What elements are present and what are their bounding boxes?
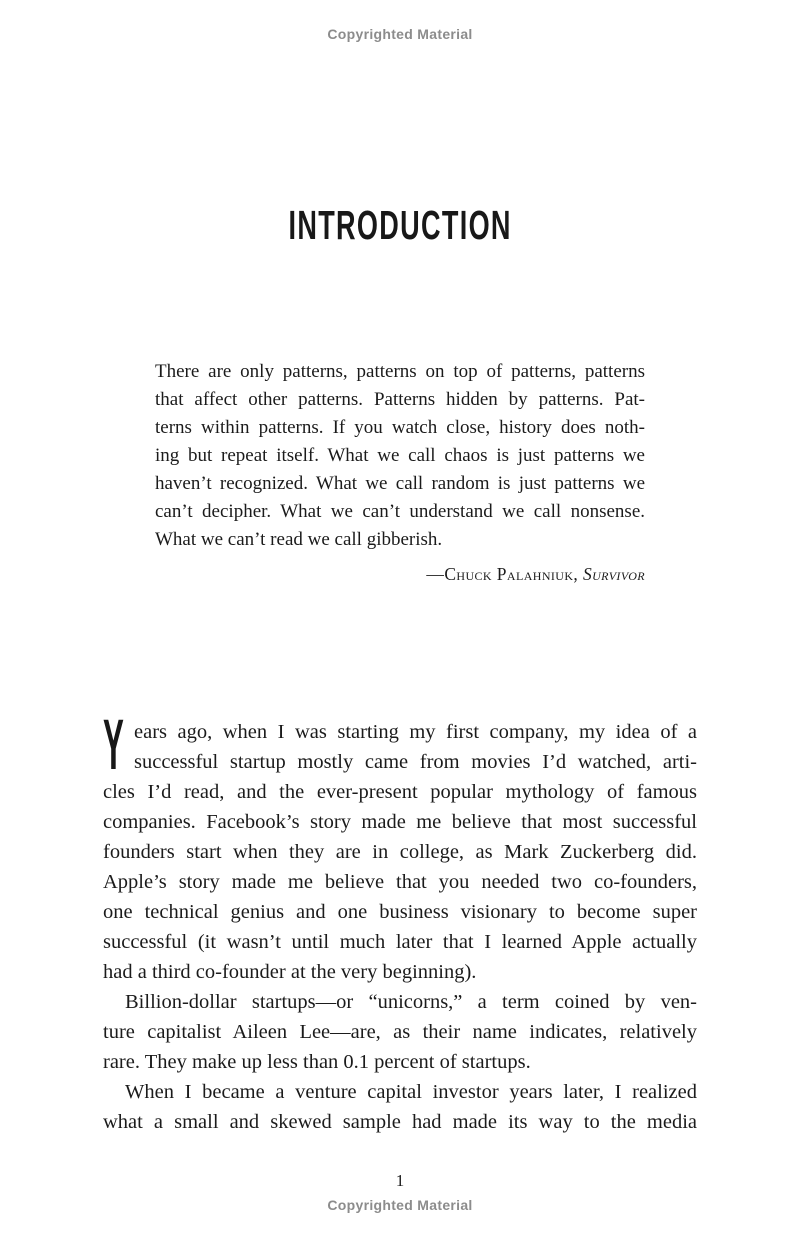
paragraph bbox=[103, 987, 697, 1077]
text-line: Billion-dollar startups—or “unicorns,” a term coined by ven- bbox=[125, 991, 697, 1013]
drop-cap: Y bbox=[103, 706, 124, 785]
epigraph bbox=[155, 358, 645, 588]
text-line: ears ago, when I was starting my first company, my idea of a bbox=[134, 721, 697, 743]
body-text bbox=[103, 706, 697, 1137]
epigraph-line: can’t decipher. What we can’t understand we call nonsense. bbox=[155, 501, 645, 522]
text-line: rare. They make up less than 0.1 percent of startups. bbox=[103, 1051, 531, 1073]
epigraph-line: What we can’t read we call gibberish. bbox=[155, 529, 443, 550]
chapter-heading-wrap bbox=[0, 202, 800, 248]
paragraph bbox=[103, 706, 697, 987]
page-footer bbox=[0, 1171, 800, 1214]
epigraph-text bbox=[155, 358, 645, 554]
page-number: 1 bbox=[395, 1171, 405, 1190]
copyright-notice-bottom: Copyrighted Material bbox=[327, 1197, 473, 1213]
attribution-name: Chuck Palahniuk, bbox=[444, 564, 583, 584]
epigraph-line: There are only patterns, patterns on top of patterns, patterns bbox=[155, 361, 645, 382]
text-line: companies. Facebook’s story made me believe that most successful bbox=[103, 811, 697, 833]
text-line: what a small and skewed sample had made its way to the media bbox=[103, 1111, 697, 1133]
epigraph-line: ing but repeat itself. What we call chaos is just patterns we bbox=[155, 445, 645, 466]
paragraph bbox=[103, 1077, 697, 1137]
attribution-dash: — bbox=[426, 564, 445, 584]
attribution-work: Survivor bbox=[582, 564, 645, 584]
text-line: When I became a venture capital investor years later, I realized bbox=[125, 1081, 697, 1103]
text-line: founders start when they are in college, as Mark Zuckerberg did. bbox=[103, 841, 697, 863]
epigraph-attribution bbox=[155, 560, 645, 588]
text-line: successful (it wasn’t until much later that I learned Apple actually bbox=[103, 931, 697, 953]
text-line: Apple’s story made me believe that you needed two co-founders, bbox=[103, 871, 697, 893]
copyright-notice-top: Copyrighted Material bbox=[327, 26, 473, 42]
text-line: ture capitalist Aileen Lee—are, as their name indicates, relatively bbox=[103, 1021, 697, 1043]
epigraph-line: haven’t recognized. What we call random is just patterns we bbox=[155, 473, 645, 494]
text-line: cles I’d read, and the ever-present popular mythology of famous bbox=[103, 781, 697, 803]
text-line: successful startup mostly came from movies I’d watched, arti- bbox=[134, 751, 697, 773]
epigraph-line: terns within patterns. If you watch close, history does noth- bbox=[155, 417, 645, 438]
text-line: had a third co-founder at the very beginning). bbox=[103, 961, 477, 983]
epigraph-line: that affect other patterns. Patterns hidden by patterns. Pat- bbox=[155, 389, 645, 410]
text-line: one technical genius and one business visionary to become super bbox=[103, 901, 697, 923]
chapter-title: INTRODUCTION bbox=[288, 202, 512, 248]
